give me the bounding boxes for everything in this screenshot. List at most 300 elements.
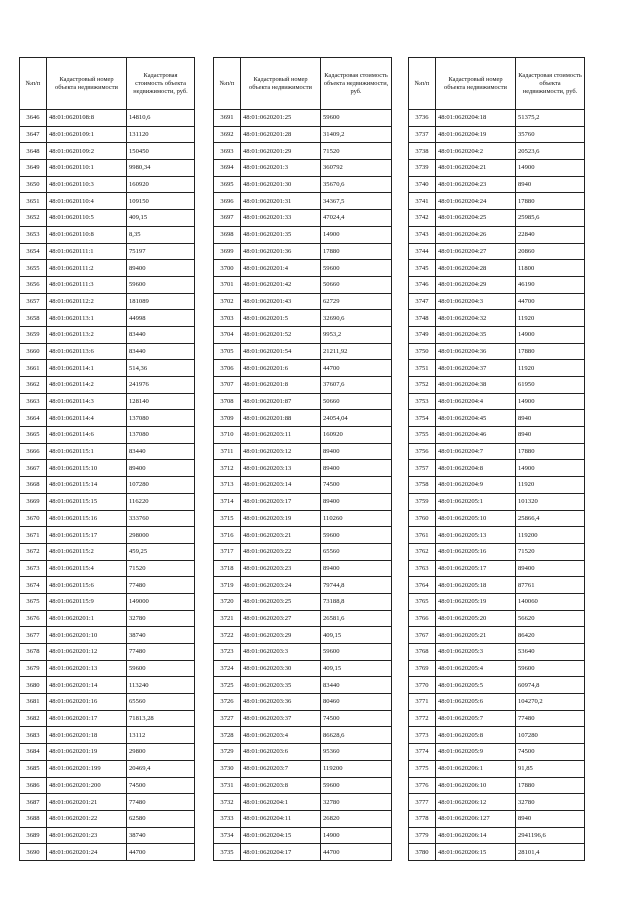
cadastral-cost: 44700 (321, 844, 392, 861)
cadastral-number: 48:01:0620114:1 (47, 360, 127, 377)
cadastral-number: 48:01:0620206:127 (436, 810, 516, 827)
table-row (214, 226, 392, 243)
cadastral-cost: 74500 (127, 777, 195, 794)
row-number: 3722 (214, 627, 241, 644)
cadastral-cost: 77480 (516, 710, 585, 727)
cadastral-number: 48:01:0620203:22 (241, 543, 321, 560)
cadastral-number: 48:01:0620115:9 (47, 593, 127, 610)
cadastral-number: 48:01:0620113:2 (47, 326, 127, 343)
cadastral-number: 48:01:0620115:6 (47, 577, 127, 594)
row-number: 3703 (214, 310, 241, 327)
row-number: 3741 (409, 193, 436, 210)
cadastral-cost: 44998 (127, 310, 195, 327)
cadastral-number: 48:01:0620204:46 (436, 427, 516, 444)
cadastral-cost: 459,25 (127, 543, 195, 560)
row-number: 3698 (214, 226, 241, 243)
cadastral-number: 48:01:0620201:3 (241, 160, 321, 177)
row-number: 3726 (214, 694, 241, 711)
table-row (20, 744, 195, 761)
table-row (20, 427, 195, 444)
cadastral-number: 48:01:0620201:4 (241, 260, 321, 277)
table-row (214, 193, 392, 210)
cadastral-cost: 26581,6 (321, 610, 392, 627)
cadastral-cost: 65560 (321, 543, 392, 560)
row-number: 3650 (20, 176, 47, 193)
table-row (214, 727, 392, 744)
table-row (214, 443, 392, 460)
cadastral-cost: 298000 (127, 527, 195, 544)
row-number: 3745 (409, 260, 436, 277)
row-number: 3747 (409, 293, 436, 310)
cadastral-cost: 86628,6 (321, 727, 392, 744)
row-number: 3654 (20, 243, 47, 260)
table-row (20, 443, 195, 460)
table-row (409, 543, 585, 560)
row-number: 3775 (409, 760, 436, 777)
table-body (20, 110, 195, 861)
cadastral-number: 48:01:0620205:13 (436, 527, 516, 544)
cadastral-number: 48:01:0620201:35 (241, 226, 321, 243)
cadastral-number: 48:01:0620114:4 (47, 410, 127, 427)
table-row (214, 427, 392, 444)
cadastral-cost: 83440 (127, 343, 195, 360)
table-row (409, 577, 585, 594)
cadastral-cost: 11920 (516, 477, 585, 494)
cadastral-cost: 89400 (127, 260, 195, 277)
row-number: 3687 (20, 794, 47, 811)
cadastral-cost: 44700 (321, 360, 392, 377)
table-row (409, 176, 585, 193)
cadastral-number: 48:01:0620201:22 (47, 810, 127, 827)
cadastral-cost: 150450 (127, 143, 195, 160)
cadastral-cost: 22840 (516, 226, 585, 243)
cadastral-number: 48:01:0620203:35 (241, 677, 321, 694)
cadastral-number: 48:01:0620115:4 (47, 560, 127, 577)
cadastral-cost: 60974,8 (516, 677, 585, 694)
cadastral-cost: 28101,4 (516, 844, 585, 861)
row-number: 3696 (214, 193, 241, 210)
cadastral-number: 48:01:0620110:8 (47, 226, 127, 243)
cadastral-cost: 89400 (321, 493, 392, 510)
table-row (409, 293, 585, 310)
cadastral-number: 48:01:0620201:54 (241, 343, 321, 360)
row-number: 3685 (20, 760, 47, 777)
table-row (20, 493, 195, 510)
table-row (20, 627, 195, 644)
table-row (20, 276, 195, 293)
table-row (214, 694, 392, 711)
row-number: 3667 (20, 460, 47, 477)
cadastral-number: 48:01:0620201:25 (241, 110, 321, 127)
row-number: 3707 (214, 377, 241, 394)
row-number: 3692 (214, 126, 241, 143)
cadastral-cost: 83440 (321, 677, 392, 694)
cadastral-cost: 21211,92 (321, 343, 392, 360)
cadastral-cost: 137080 (127, 410, 195, 427)
cadastral-number: 48:01:0620203:21 (241, 527, 321, 544)
cadastral-cost: 89400 (321, 443, 392, 460)
cadastral-cost: 56620 (516, 610, 585, 627)
cadastral-cost: 74500 (321, 477, 392, 494)
row-number: 3679 (20, 660, 47, 677)
row-number: 3701 (214, 276, 241, 293)
table-row (409, 510, 585, 527)
cadastral-table-3 (408, 57, 585, 861)
cadastral-cost: 95360 (321, 744, 392, 761)
table-row (214, 794, 392, 811)
row-number: 3676 (20, 610, 47, 627)
row-number: 3713 (214, 477, 241, 494)
row-number: 3710 (214, 427, 241, 444)
table-row (214, 844, 392, 861)
row-number: 3714 (214, 493, 241, 510)
table-row (214, 110, 392, 127)
cadastral-number: 48:01:0620204:2 (436, 143, 516, 160)
cadastral-cost: 83440 (127, 326, 195, 343)
row-number: 3729 (214, 744, 241, 761)
cadastral-number: 48:01:0620205:9 (436, 744, 516, 761)
cadastral-cost: 20523,6 (516, 143, 585, 160)
cadastral-number: 48:01:0620204:3 (436, 293, 516, 310)
cadastral-cost: 59600 (321, 777, 392, 794)
cadastral-number: 48:01:0620206:10 (436, 777, 516, 794)
table-row (20, 393, 195, 410)
cadastral-cost: 17880 (516, 343, 585, 360)
cadastral-cost: 104270,2 (516, 694, 585, 711)
table-row (20, 110, 195, 127)
row-number: 3708 (214, 393, 241, 410)
cadastral-number: 48:01:0620204:21 (436, 160, 516, 177)
row-number: 3678 (20, 644, 47, 661)
cadastral-cost: 17880 (321, 243, 392, 260)
cadastral-cost: 32690,6 (321, 310, 392, 327)
row-number: 3758 (409, 477, 436, 494)
table-row (409, 443, 585, 460)
cadastral-number: 48:01:0620203:11 (241, 427, 321, 444)
row-number: 3688 (20, 810, 47, 827)
cadastral-cost: 360792 (321, 160, 392, 177)
cadastral-cost: 137080 (127, 427, 195, 444)
table-row (409, 527, 585, 544)
cadastral-number: 48:01:0620203:19 (241, 510, 321, 527)
header-cadastral-number: Кадастровый номер объекта недвижимости (436, 58, 516, 110)
cadastral-cost: 38740 (127, 827, 195, 844)
cadastral-number: 48:01:0620201:6 (241, 360, 321, 377)
cadastral-number: 48:01:0620204:15 (241, 827, 321, 844)
row-number: 3666 (20, 443, 47, 460)
cadastral-cost: 119200 (321, 760, 392, 777)
table-row (20, 176, 195, 193)
cadastral-number: 48:01:0620201:199 (47, 760, 127, 777)
cadastral-number: 48:01:0620201:14 (47, 677, 127, 694)
row-number: 3658 (20, 310, 47, 327)
cadastral-cost: 80460 (321, 694, 392, 711)
cadastral-number: 48:01:0620205:4 (436, 660, 516, 677)
cadastral-cost: 13112 (127, 727, 195, 744)
cadastral-number: 48:01:0620203:23 (241, 560, 321, 577)
table-row (409, 593, 585, 610)
table-row (409, 143, 585, 160)
row-number: 3697 (214, 210, 241, 227)
row-number: 3704 (214, 326, 241, 343)
cadastral-cost: 71813,28 (127, 710, 195, 727)
cadastral-number: 48:01:0620204:24 (436, 193, 516, 210)
cadastral-number: 48:01:0620203:4 (241, 727, 321, 744)
table-row (214, 243, 392, 260)
row-number: 3731 (214, 777, 241, 794)
cadastral-number: 48:01:0620114:2 (47, 377, 127, 394)
table-row (214, 310, 392, 327)
row-number: 3665 (20, 427, 47, 444)
row-number: 3757 (409, 460, 436, 477)
row-number: 3750 (409, 343, 436, 360)
row-number: 3751 (409, 360, 436, 377)
cadastral-cost: 109150 (127, 193, 195, 210)
cadastral-cost: 14900 (516, 460, 585, 477)
cadastral-cost: 62729 (321, 293, 392, 310)
cadastral-number: 48:01:0620201:52 (241, 326, 321, 343)
table-row (409, 310, 585, 327)
cadastral-number: 48:01:0620204:23 (436, 176, 516, 193)
cadastral-cost: 35670,6 (321, 176, 392, 193)
table-row (20, 477, 195, 494)
cadastral-number: 48:01:0620201:43 (241, 293, 321, 310)
cadastral-number: 48:01:0620204:38 (436, 377, 516, 394)
table-header-row (214, 58, 392, 110)
cadastral-number: 48:01:0620115:2 (47, 543, 127, 560)
cadastral-cost: 181089 (127, 293, 195, 310)
cadastral-number: 48:01:0620201:19 (47, 744, 127, 761)
row-number: 3740 (409, 176, 436, 193)
cadastral-number: 48:01:0620205:8 (436, 727, 516, 744)
table-row (409, 760, 585, 777)
cadastral-cost: 46190 (516, 276, 585, 293)
row-number: 3699 (214, 243, 241, 260)
table-row (214, 393, 392, 410)
row-number: 3656 (20, 276, 47, 293)
cadastral-table-1 (19, 57, 195, 861)
row-number: 3716 (214, 527, 241, 544)
row-number: 3721 (214, 610, 241, 627)
row-number: 3655 (20, 260, 47, 277)
cadastral-cost: 17880 (516, 193, 585, 210)
cadastral-cost: 25985,6 (516, 210, 585, 227)
row-number: 3672 (20, 543, 47, 560)
cadastral-number: 48:01:0620203:30 (241, 660, 321, 677)
cadastral-cost: 14900 (321, 827, 392, 844)
cadastral-number: 48:01:0620204:7 (436, 443, 516, 460)
row-number: 3748 (409, 310, 436, 327)
row-number: 3770 (409, 677, 436, 694)
row-number: 3671 (20, 527, 47, 544)
cadastral-number: 48:01:0620201:8 (241, 377, 321, 394)
cadastral-cost: 116220 (127, 493, 195, 510)
table-row (214, 527, 392, 544)
table-header-row (409, 58, 585, 110)
cadastral-cost: 101320 (516, 493, 585, 510)
table-row (214, 644, 392, 661)
table-row (20, 293, 195, 310)
table-row (409, 410, 585, 427)
cadastral-cost: 62580 (127, 810, 195, 827)
cadastral-cost: 86420 (516, 627, 585, 644)
cadastral-cost: 83440 (127, 443, 195, 460)
cadastral-cost: 91,85 (516, 760, 585, 777)
table-row (409, 493, 585, 510)
header-cadastral-cost: Кадастровая стоимость объекта недвижимости, руб. (516, 58, 585, 110)
table-row (20, 694, 195, 711)
cadastral-number: 48:01:0620111:3 (47, 276, 127, 293)
row-number: 3752 (409, 377, 436, 394)
cadastral-cost: 8940 (516, 410, 585, 427)
table-row (20, 360, 195, 377)
cadastral-cost: 107280 (516, 727, 585, 744)
table-row (20, 160, 195, 177)
row-number: 3723 (214, 644, 241, 661)
table-row (214, 593, 392, 610)
table-body (214, 110, 392, 861)
cadastral-cost: 333760 (127, 510, 195, 527)
row-number: 3693 (214, 143, 241, 160)
cadastral-number: 48:01:0620201:16 (47, 694, 127, 711)
row-number: 3754 (409, 410, 436, 427)
table-row (20, 210, 195, 227)
row-number: 3694 (214, 160, 241, 177)
table-header-row (20, 58, 195, 110)
row-number: 3662 (20, 377, 47, 394)
table-row (214, 777, 392, 794)
cadastral-number: 48:01:0620201:28 (241, 126, 321, 143)
row-number: 3777 (409, 794, 436, 811)
row-number: 3700 (214, 260, 241, 277)
cadastral-cost: 89400 (516, 560, 585, 577)
cadastral-cost: 149000 (127, 593, 195, 610)
cadastral-number: 48:01:0620203:8 (241, 777, 321, 794)
row-number: 3668 (20, 477, 47, 494)
table-row (20, 727, 195, 744)
cadastral-cost: 71520 (321, 143, 392, 160)
cadastral-cost: 17880 (516, 443, 585, 460)
row-number: 3682 (20, 710, 47, 727)
row-number: 3715 (214, 510, 241, 527)
row-number: 3738 (409, 143, 436, 160)
cadastral-cost: 34367,5 (321, 193, 392, 210)
table-row (409, 243, 585, 260)
row-number: 3749 (409, 326, 436, 343)
row-number: 3660 (20, 343, 47, 360)
cadastral-number: 48:01:0620204:37 (436, 360, 516, 377)
row-number: 3743 (409, 226, 436, 243)
table-row (409, 393, 585, 410)
cadastral-cost: 74500 (321, 710, 392, 727)
cadastral-cost: 38740 (127, 627, 195, 644)
cadastral-cost: 409,15 (321, 660, 392, 677)
table-row (20, 760, 195, 777)
cadastral-cost: 113240 (127, 677, 195, 694)
cadastral-cost: 71520 (127, 560, 195, 577)
row-number: 3646 (20, 110, 47, 127)
cadastral-number: 48:01:0620204:17 (241, 844, 321, 861)
cadastral-cost: 74500 (516, 744, 585, 761)
cadastral-number: 48:01:0620115:15 (47, 493, 127, 510)
cadastral-cost: 25866,4 (516, 510, 585, 527)
table-row (20, 510, 195, 527)
table-row (214, 210, 392, 227)
row-number: 3734 (214, 827, 241, 844)
row-number: 3717 (214, 543, 241, 560)
table-row (214, 276, 392, 293)
cadastral-number: 48:01:0620201:88 (241, 410, 321, 427)
table-row (214, 610, 392, 627)
table-row (20, 660, 195, 677)
cadastral-number: 48:01:0620201:23 (47, 827, 127, 844)
table-row (20, 543, 195, 560)
cadastral-number: 48:01:0620203:3 (241, 644, 321, 661)
cadastral-cost: 44700 (516, 293, 585, 310)
cadastral-number: 48:01:0620205:20 (436, 610, 516, 627)
cadastral-cost: 140060 (516, 593, 585, 610)
cadastral-cost: 89400 (321, 560, 392, 577)
table-row (409, 727, 585, 744)
cadastral-number: 48:01:0620201:17 (47, 710, 127, 727)
row-number: 3761 (409, 527, 436, 544)
cadastral-number: 48:01:0620204:32 (436, 310, 516, 327)
table-row (409, 610, 585, 627)
cadastral-number: 48:01:0620201:1 (47, 610, 127, 627)
cadastral-number: 48:01:0620203:25 (241, 593, 321, 610)
cadastral-cost: 79744,8 (321, 577, 392, 594)
cadastral-number: 48:01:0620206:1 (436, 760, 516, 777)
cadastral-cost: 9953,2 (321, 326, 392, 343)
table-row (20, 226, 195, 243)
cadastral-cost: 44700 (127, 844, 195, 861)
table-row (214, 760, 392, 777)
cadastral-number: 48:01:0620206:14 (436, 827, 516, 844)
row-number: 3746 (409, 276, 436, 293)
cadastral-cost: 32780 (321, 794, 392, 811)
table-row (409, 160, 585, 177)
row-number: 3733 (214, 810, 241, 827)
cadastral-number: 48:01:0620201:33 (241, 210, 321, 227)
cadastral-cost: 17880 (516, 777, 585, 794)
cadastral-number: 48:01:0620203:14 (241, 477, 321, 494)
table-row (20, 260, 195, 277)
cadastral-number: 48:01:0620206:12 (436, 794, 516, 811)
row-number: 3661 (20, 360, 47, 377)
cadastral-cost: 241976 (127, 377, 195, 394)
table-row (409, 827, 585, 844)
cadastral-number: 48:01:0620201:21 (47, 794, 127, 811)
row-number: 3663 (20, 393, 47, 410)
table-row (409, 710, 585, 727)
cadastral-cost: 14900 (321, 226, 392, 243)
cadastral-number: 48:01:0620115:17 (47, 527, 127, 544)
table-row (409, 226, 585, 243)
cadastral-number: 48:01:0620201:36 (241, 243, 321, 260)
row-number: 3755 (409, 427, 436, 444)
row-number: 3765 (409, 593, 436, 610)
cadastral-cost: 61950 (516, 377, 585, 394)
row-number: 3776 (409, 777, 436, 794)
cadastral-cost: 51375,2 (516, 110, 585, 127)
table-row (214, 710, 392, 727)
cadastral-number: 48:01:0620108:8 (47, 110, 127, 127)
row-number: 3689 (20, 827, 47, 844)
cadastral-cost: 59600 (321, 260, 392, 277)
table-row (409, 126, 585, 143)
header-cadastral-number: Кадастровый номер объекта недвижимости (241, 58, 321, 110)
cadastral-number: 48:01:0620114:3 (47, 393, 127, 410)
